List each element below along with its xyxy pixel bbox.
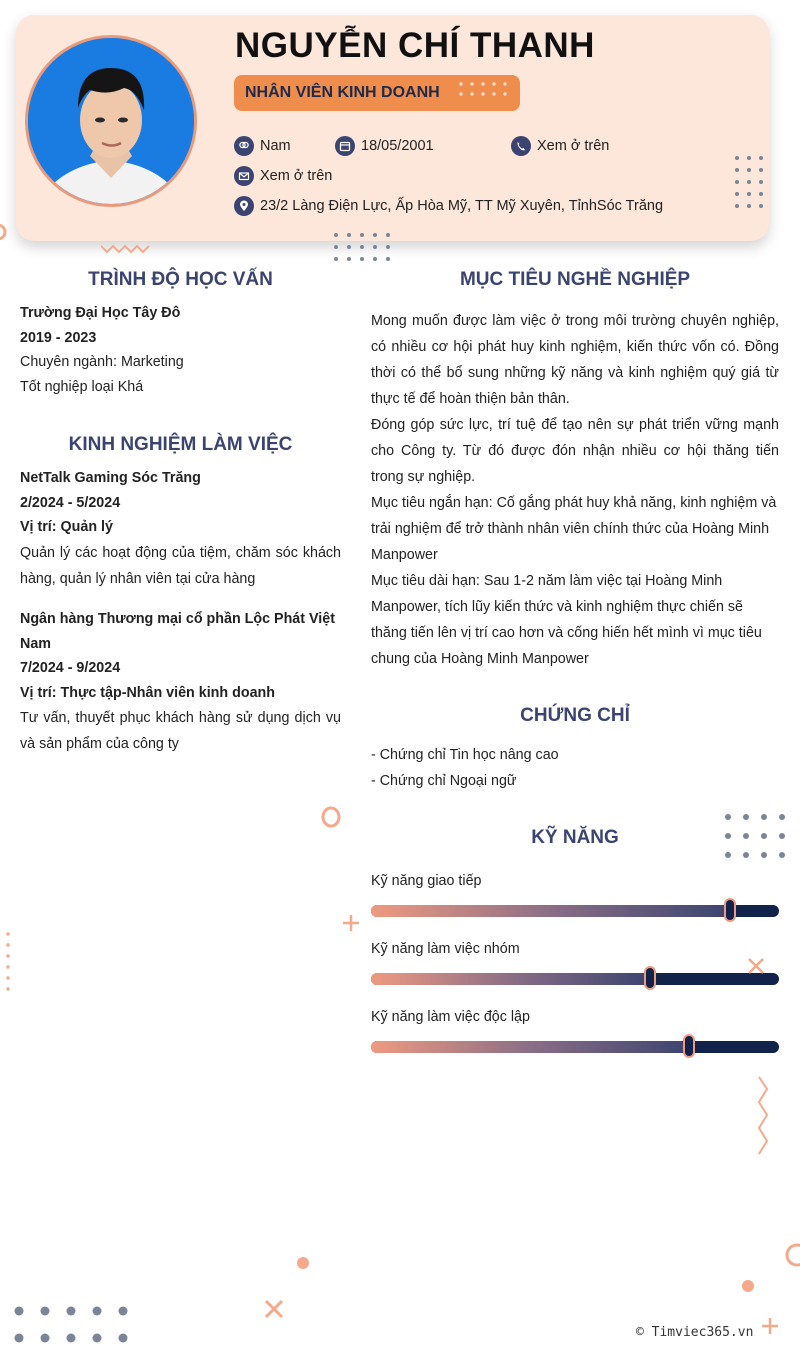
copyright-footer: © Timviec365.vn: [636, 1325, 754, 1340]
decor-ring: [319, 804, 343, 830]
job-company: Ngân hàng Thương mại cổ phần Lộc Phát Việt Nam: [20, 611, 335, 652]
skill-bar-fill: [371, 973, 650, 985]
avatar: [25, 35, 197, 207]
birthdate-info: [335, 136, 434, 156]
education-major: Chuyên ngành: Marketing: [20, 354, 184, 370]
phone-info: [511, 136, 609, 156]
location-pin-icon: [234, 196, 254, 216]
candidate-name: NGUYỄN CHÍ THANH: [235, 26, 595, 65]
decor-dots-pill: [458, 81, 510, 97]
education-years: 2019 - 2023: [20, 329, 97, 346]
certificates-list: [371, 742, 779, 794]
skill-bar-knob: [683, 1034, 695, 1058]
education-title: TRÌNH ĐỘ HỌC VẤN: [88, 269, 273, 290]
objective-section: [371, 308, 779, 672]
job-position: Vị trí: Thực tập-Nhân viên kinh doanh: [20, 684, 275, 701]
decor-dots-mid: [332, 231, 394, 263]
decor-ring-left: [0, 222, 12, 242]
education-section: [20, 301, 341, 399]
mail-icon: [234, 166, 254, 186]
education-grade: Tốt nghiệp loại Khá: [20, 378, 144, 395]
objective-paragraph: Mục tiêu dài hạn: Sau 1-2 năm làm việc tại Hoàng Minh Manpower, tích lũy kiến thức và kinh nghiệm thực chiến sẽ thăng tiến lên vị trí cao hơn và cống hiến hết mình vì mục tiêu chung của Hoàng Minh Manpower: [371, 573, 762, 667]
skill-bar-knob: [724, 898, 736, 922]
experience-title: KINH NGHIỆM LÀM VIỆC: [68, 434, 293, 455]
birthdate-value: 18/05/2001: [361, 138, 434, 154]
decor-zigzag-top: [101, 244, 153, 254]
decor-dots-header: [734, 155, 764, 209]
phone-value: Xem ở trên: [537, 138, 610, 154]
skill-bar-knob: [644, 966, 656, 990]
job-company: NetTalk Gaming Sóc Trăng: [20, 470, 201, 486]
job-period: 2/2024 - 5/2024: [20, 494, 121, 511]
job-entry: [20, 607, 341, 757]
address-value: 23/2 Làng Điện Lực, Ấp Hòa Mỹ, TT Mỹ Xuyên, TỉnhSóc Trăng: [260, 198, 664, 214]
gender-icon: [234, 136, 254, 156]
skills-title: KỸ NĂNG: [531, 827, 619, 848]
decor-dots-right: [722, 811, 788, 861]
skill-bar: [371, 1041, 779, 1053]
skill-label: Kỹ năng làm việc độc lập: [371, 1009, 530, 1025]
objective-title: MỤC TIÊU NGHỀ NGHIỆP: [459, 269, 691, 290]
portrait-illustration: [28, 38, 194, 204]
decor-ring: [780, 1240, 800, 1270]
calendar-icon: [335, 136, 355, 156]
decor-zigzag-vertical: [756, 1075, 770, 1157]
decor-dot: [741, 1279, 755, 1293]
objective-paragraph: Mong muốn được làm việc ở trong môi trường chuyên nghiệp, có nhiều cơ hội phát huy kinh nghiệm, kiến thức vốn có. Đồng thời có thể bổ sung những kỹ năng và kinh nghiệm quý giá từ thực tế để hoàn thiện bản thân.: [371, 313, 779, 407]
school-name: Trường Đại Học Tây Đô: [20, 305, 181, 321]
skill-bar-fill: [371, 1041, 689, 1053]
decor-cross: [747, 957, 765, 975]
job-description: Tư vấn, thuyết phục khách hàng sử dụng dịch vụ và sản phẩm của công ty: [20, 710, 341, 752]
skill-bar-fill: [371, 905, 730, 917]
job-description: Quản lý các hoạt động của tiệm, chăm sóc khách hàng, quản lý nhân viên tại cửa hàng: [20, 544, 341, 587]
skill-label: Kỹ năng giao tiếp: [371, 873, 482, 889]
certificate-item: - Chứng chỉ Tin học nâng cao: [371, 747, 559, 763]
objective-paragraph: Mục tiêu ngắn hạn: Cố gắng phát huy khả năng, kinh nghiệm và trải nghiệm để trở thành nhân viên chính thức của Hoàng Minh Manpower: [371, 495, 777, 563]
decor-plus: [760, 1316, 780, 1336]
certificate-item: - Chứng chỉ Ngoại ngữ: [371, 773, 517, 789]
skill-bar: [371, 973, 779, 985]
decor-dot: [296, 1256, 310, 1270]
phone-icon: [511, 136, 531, 156]
skill-label: Kỹ năng làm việc nhóm: [371, 941, 520, 957]
certificates-title: CHỨNG CHỈ: [520, 705, 630, 726]
decor-cross: [263, 1298, 285, 1320]
job-title-badge: [234, 75, 520, 111]
decor-plus: [342, 914, 360, 932]
decor-dots-bottom: [10, 1302, 134, 1344]
objective-paragraph: Đóng góp sức lực, trí tuệ để tạo nên sự phát triển vững mạnh cho Công ty. Từ đó được đón nhận nhiều cơ hội thăng tiến trong sự nghiệp.: [371, 417, 779, 485]
gender-info: [234, 136, 291, 156]
email-value: Xem ở trên: [260, 168, 333, 184]
address-info: [234, 196, 663, 216]
job-position: Vị trí: Quản lý: [20, 519, 113, 535]
job-period: 7/2024 - 9/2024: [20, 660, 121, 676]
gender-value: Nam: [260, 138, 291, 154]
job-title-text: NHÂN VIÊN KINH DOANH: [245, 84, 440, 101]
email-info: [234, 166, 332, 186]
job-entry: [20, 466, 341, 592]
decor-dots-vertical: [4, 930, 12, 996]
skill-bar: [371, 905, 779, 917]
